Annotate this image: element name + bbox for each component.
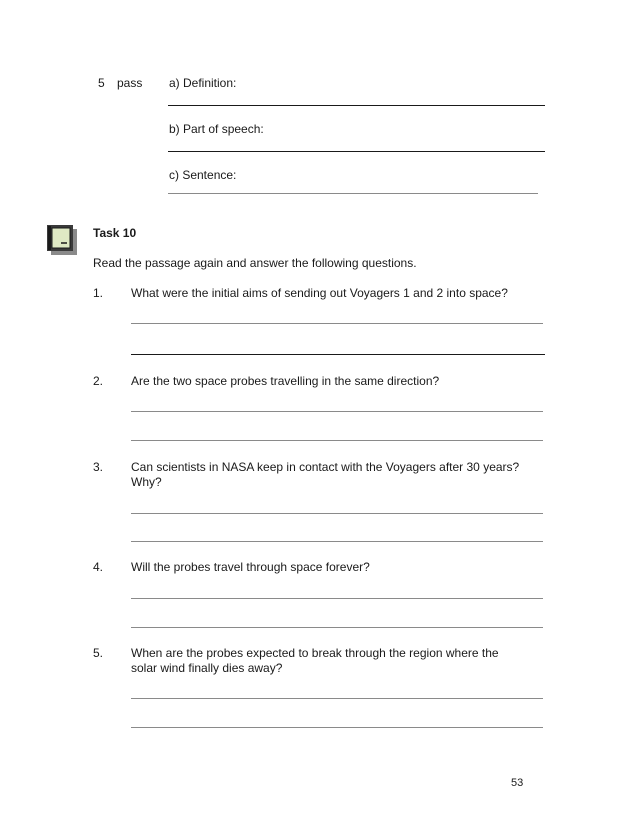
question-text: Can scientists in NASA keep in contact with the Voyagers after 30 years?: [131, 460, 520, 474]
part-of-speech-label: b) Part of speech:: [169, 122, 264, 136]
answer-line[interactable]: [131, 598, 543, 599]
definition-answer-line[interactable]: [168, 105, 545, 106]
question-number: 1.: [93, 286, 104, 300]
sentence-answer-line[interactable]: [168, 193, 538, 194]
task-title: Task 10: [93, 226, 137, 240]
answer-line[interactable]: [131, 411, 543, 412]
answer-line[interactable]: [131, 354, 545, 355]
answer-line[interactable]: [131, 323, 543, 324]
notebook-icon: [46, 224, 78, 256]
question-text: What were the initial aims of sending out Voyagers 1 and 2 into space?: [131, 286, 508, 300]
page-number: 53: [511, 777, 524, 789]
vocab-word: pass: [117, 76, 143, 90]
question-text: solar wind finally dies away?: [131, 661, 283, 675]
question-text: Why?: [131, 475, 162, 489]
answer-line[interactable]: [131, 727, 543, 728]
question-number: 2.: [93, 374, 104, 388]
part-of-speech-answer-line[interactable]: [168, 151, 545, 152]
vocab-number: 5: [98, 76, 105, 90]
definition-label: a) Definition:: [169, 76, 237, 90]
answer-line[interactable]: [131, 440, 543, 441]
task-instruction: Read the passage again and answer the following questions.: [93, 256, 417, 270]
question-number: 3.: [93, 460, 104, 474]
sentence-label: c) Sentence:: [169, 168, 237, 182]
answer-line[interactable]: [131, 541, 543, 542]
question-number: 4.: [93, 560, 104, 574]
answer-line[interactable]: [131, 627, 543, 628]
question-text: Will the probes travel through space forever?: [131, 560, 370, 574]
answer-line[interactable]: [131, 698, 543, 699]
question-number: 5.: [93, 646, 104, 660]
question-text: Are the two space probes travelling in the same direction?: [131, 374, 440, 388]
question-text: When are the probes expected to break through the region where the: [131, 646, 499, 660]
answer-line[interactable]: [131, 513, 543, 514]
